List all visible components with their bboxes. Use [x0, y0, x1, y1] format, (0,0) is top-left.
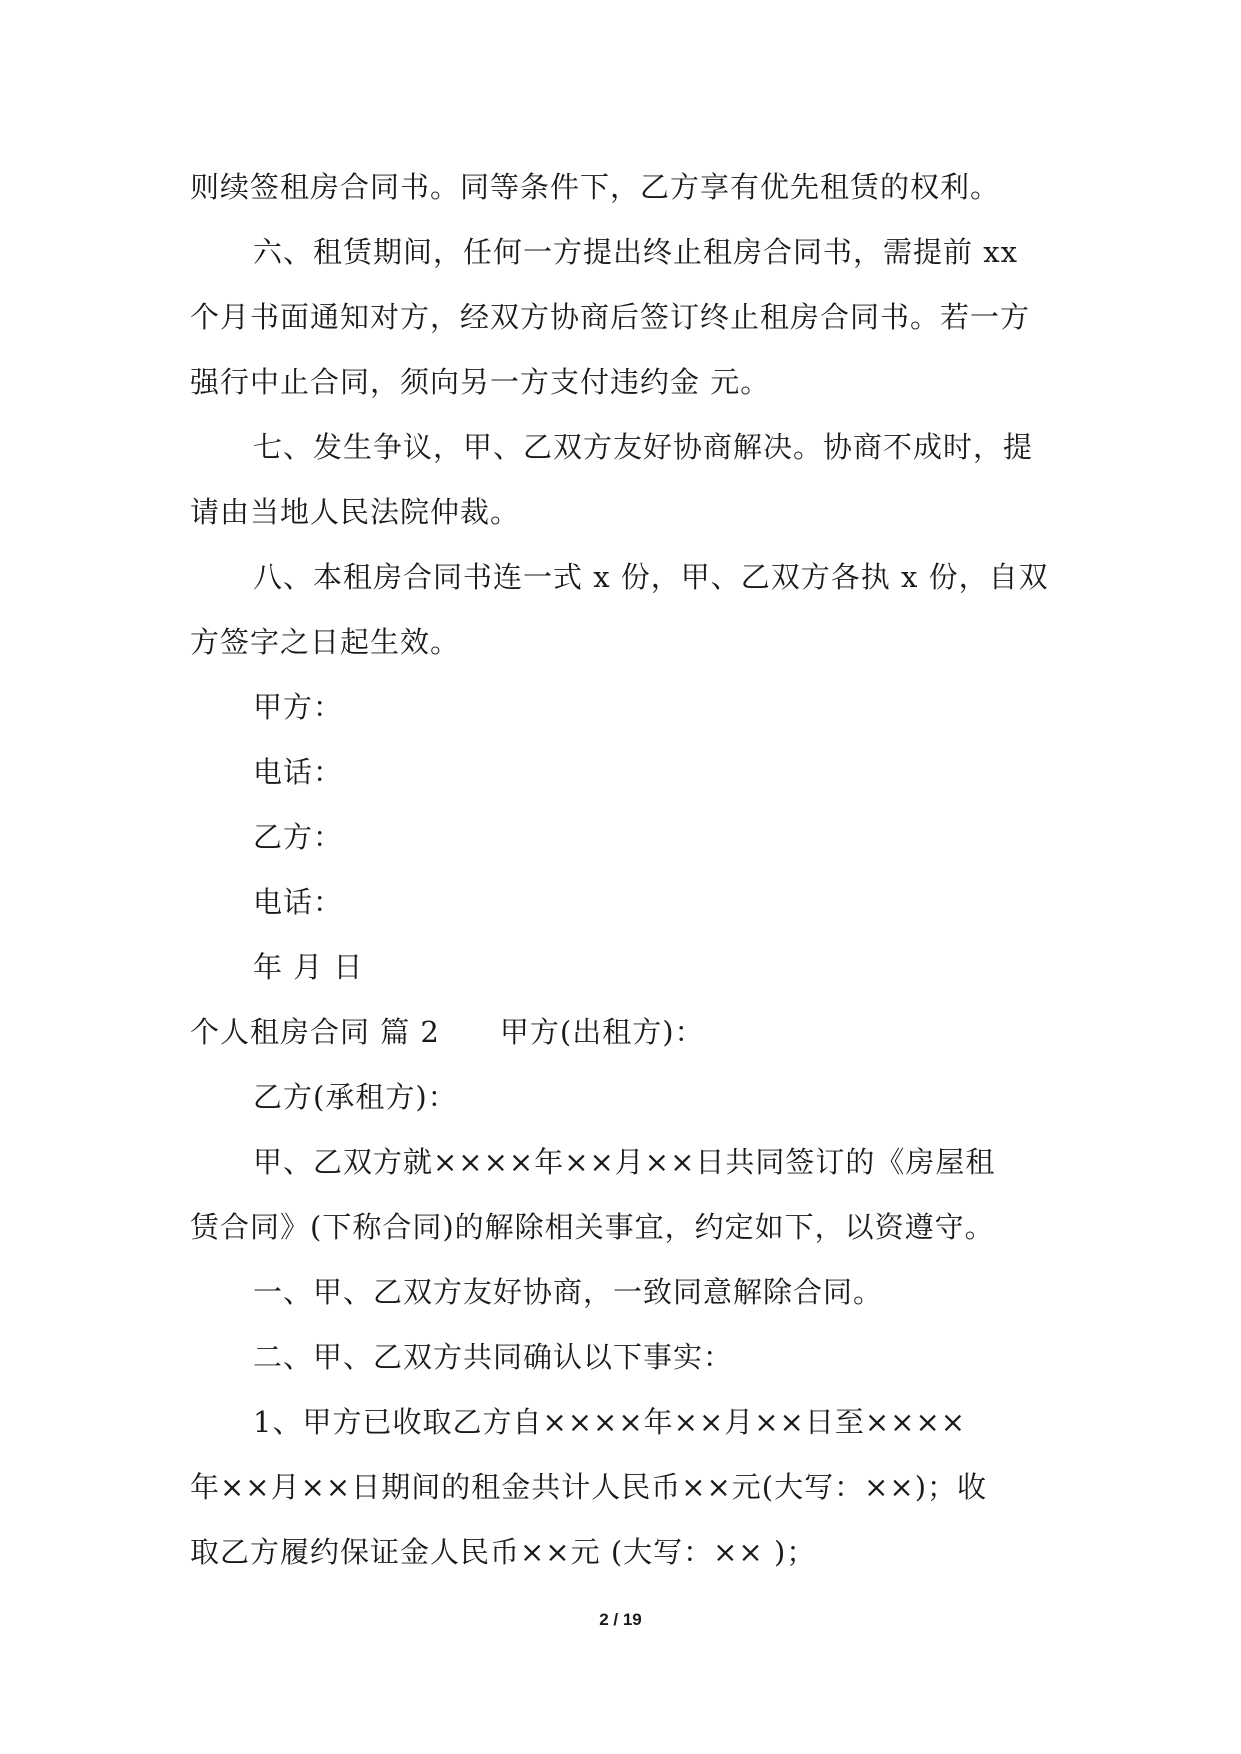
document-body [190, 155, 1060, 1585]
text-line: 二、甲、乙双方共同确认以下事实： [253, 1340, 734, 1374]
text-line: 甲、乙双方就××××年××月××日共同签订的《房屋租 [253, 1145, 996, 1179]
text-line: 赁合同》(下称合同)的解除相关事宜，约定如下，以资遵守。 [190, 1210, 995, 1244]
signature-date: 年 月 日 [253, 950, 364, 984]
signature-phone-b: 电话： [253, 885, 344, 919]
text-line: 一、甲、乙双方友好协商，一致同意解除合同。 [253, 1275, 884, 1309]
text-line: 方签字之日起生效。 [190, 625, 461, 659]
text-line: 则续签租房合同书。同等条件下，乙方享有优先租赁的权利。 [190, 170, 1001, 204]
text-line: 八、本租房合同书连一式 x 份，甲、乙双方各执 x 份，自双 [253, 560, 1049, 594]
text-line: 请由当地人民法院仲裁。 [190, 495, 521, 529]
text-line: 六、租赁期间，任何一方提出终止租房合同书，需提前 xx [253, 235, 1018, 269]
signature-party-b: 乙方： [253, 820, 344, 854]
text-line: 1、甲方已收取乙方自××××年××月××日至×××× [253, 1405, 967, 1439]
page-number: 2 / 19 [599, 1610, 642, 1629]
lessor-label: 甲方(出租方)： [499, 1015, 705, 1049]
section-heading [190, 1000, 1060, 1065]
lessee-label: 乙方(承租方)： [253, 1080, 458, 1114]
text-line: 取乙方履约保证金人民币××元 (大写：×× )； [190, 1535, 817, 1569]
signature-party-a: 甲方： [253, 690, 344, 724]
text-line: 个月书面通知对方，经双方协商后签订终止租房合同书。若一方 [190, 300, 1031, 334]
text-line: 年××月××日期间的租金共计人民币××元(大写：××)；收 [190, 1470, 988, 1504]
text-line: 七、发生争议，甲、乙双方友好协商解决。协商不成时，提 [253, 430, 1034, 464]
signature-phone-a: 电话： [253, 755, 344, 789]
section-title: 个人租房合同 篇 2 [190, 1015, 440, 1049]
text-line: 强行中止合同，须向另一方支付违约金 元。 [190, 365, 771, 399]
